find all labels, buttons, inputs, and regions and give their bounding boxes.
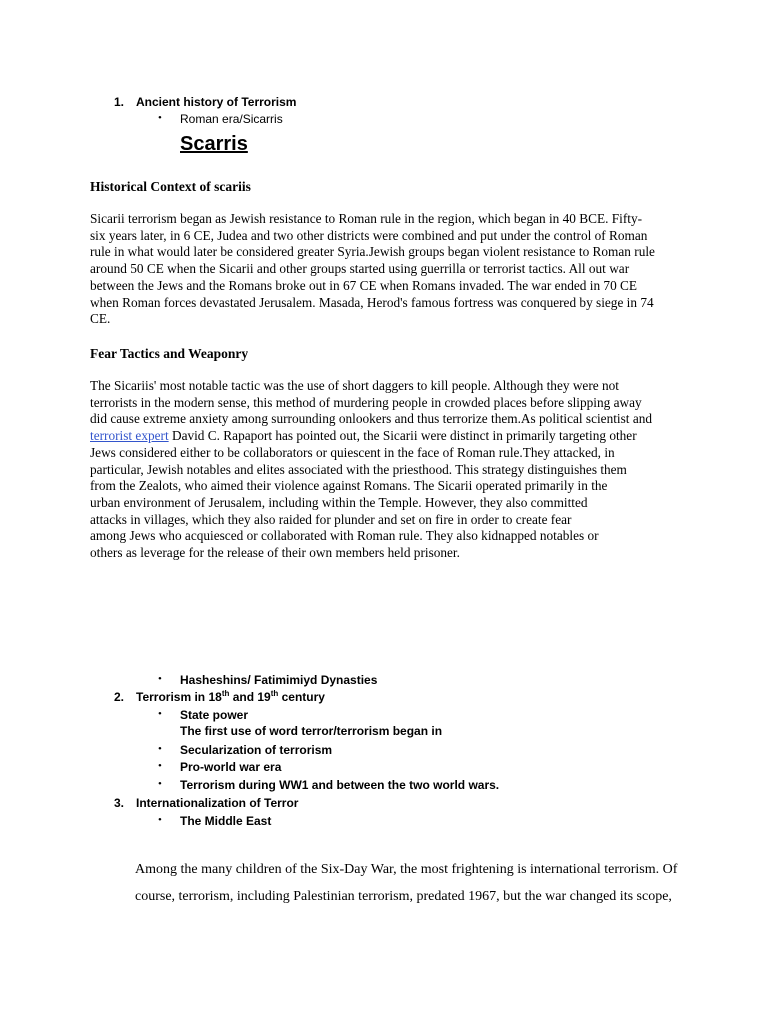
outline-bullet-pro-world-war: Pro-world war era [180,760,282,774]
paragraph-line: did cause extreme anxiety among surrounding onlookers and thus terrorize them.As political scientist and [90,411,653,427]
outline-bullet-hasheshins: Hasheshins/ Fatimimiyd Dynasties [180,673,378,687]
paragraph-line: when Roman forces devastated Jerusalem. Masada, Herod's famous fortress was conquered by siege in 74 [90,294,654,310]
paragraph-line: rule in what would later be considered greater Syria.Jewish groups began violent resistance to Roman rule [90,244,655,260]
paragraph-line: CE. [90,311,111,327]
section-heading-historical-context: Historical Context of scariis [90,179,251,194]
bullet-glyph: • [158,673,162,685]
paragraph-historical-context [90,211,680,328]
paragraph-line: others as leverage for the release of their own members held prisoner. [90,545,460,561]
bullet-glyph: • [158,760,162,772]
paragraph-line: attacks in villages, which they also raided for plunder and set on fire in order to create fear [90,511,572,527]
paragraph-line: particular, Jewish notables and elites associated with the priesthood. This strategy distinguishes them [90,461,627,477]
paragraph-line: terrorists in the modern sense, this method of murdering people in crowded places before slipping away [90,394,642,410]
outline-item-internationalization: Internationalization of Terror [136,796,299,810]
paragraph-line: around 50 CE when the Sicarii and other groups started using guerrilla or terrorist tactics. All out war [90,261,630,277]
bullet-glyph: • [158,112,162,124]
terrorist-expert-link[interactable]: terrorist expert [90,428,169,444]
bullet-glyph: • [158,708,162,720]
outline-bullet-secularization: Secularization of terrorism [180,743,333,757]
paragraph-line: Sicarii terrorism began as Jewish resistance to Roman rule in the region, which began in 40 BCE. Fifty- [90,211,643,226]
paragraph-line: Among the many children of the Six-Day War, the most frightening is international terrorism. Of [135,862,678,877]
paragraph-line: from the Zealots, who aimed their violence against Romans. The Sicarii operated primarily in the [90,478,608,494]
paragraph-line: Jews considered either to be collaborators or quiescent in the face of Roman rule.They attacked, in [90,444,615,460]
paragraph-line: The Sicariis' most notable tactic was the use of short daggers to kill people. Although they were not [90,378,619,393]
outline-item-18th-19th-century [136,690,325,704]
bullet-glyph: • [158,814,162,826]
list-number-2: 2. [113,690,124,704]
paragraph-six-day-war [135,856,695,910]
paragraph-line: between the Jews and the Romans broke out in 67 CE when Romans invaded. The war ended in 70 CE [90,277,638,293]
bullet-glyph: • [158,743,162,755]
paragraph-line: course, terrorism, including Palestinian terrorism, predated 1967, but the war changed its scope, [135,889,672,904]
outline-bullet-ww1: Terrorism during WW1 and between the two world wars. [180,778,500,792]
paragraph-fear-tactics [90,378,680,562]
outline-bullet-state-power: State power [180,708,249,722]
paragraph-line: urban environment of Jerusalem, including within the Temple. However, they also committed [90,494,588,510]
outline-item-ancient-history: Ancient history of Terrorism [136,95,297,109]
paragraph-line-rest: David C. Rapaport has pointed out, the Sicarii were distinct in primarily targeting other [168,428,637,444]
paragraph-line: six years later, in 6 CE, Judea and two other districts were combined and put under the control of Roman [90,227,648,243]
paragraph-line-with-link [90,428,680,445]
section-heading-fear-tactics: Fear Tactics and Weaponry [90,346,249,361]
paragraph-line: among Jews who acquiesced or collaborated with Roman rule. They also kidnapped notables or [90,528,599,544]
outline-note-first-use: The first use of word terror/terrorism began in [180,724,443,738]
list-number-1: 1. [113,95,124,109]
page-title: Scarris [180,133,248,155]
outline-bullet-middle-east: The Middle East [180,814,272,828]
item-label-part: and 19 [229,690,271,704]
bullet-glyph: • [158,778,162,790]
item-label-part: century [278,690,325,704]
item-label-part: Terrorism in 18 [136,690,222,704]
superscript: th [221,689,230,698]
list-number-3: 3. [113,796,124,810]
superscript: th [270,689,279,698]
outline-bullet-roman-era: Roman era/Sicarris [180,112,283,126]
